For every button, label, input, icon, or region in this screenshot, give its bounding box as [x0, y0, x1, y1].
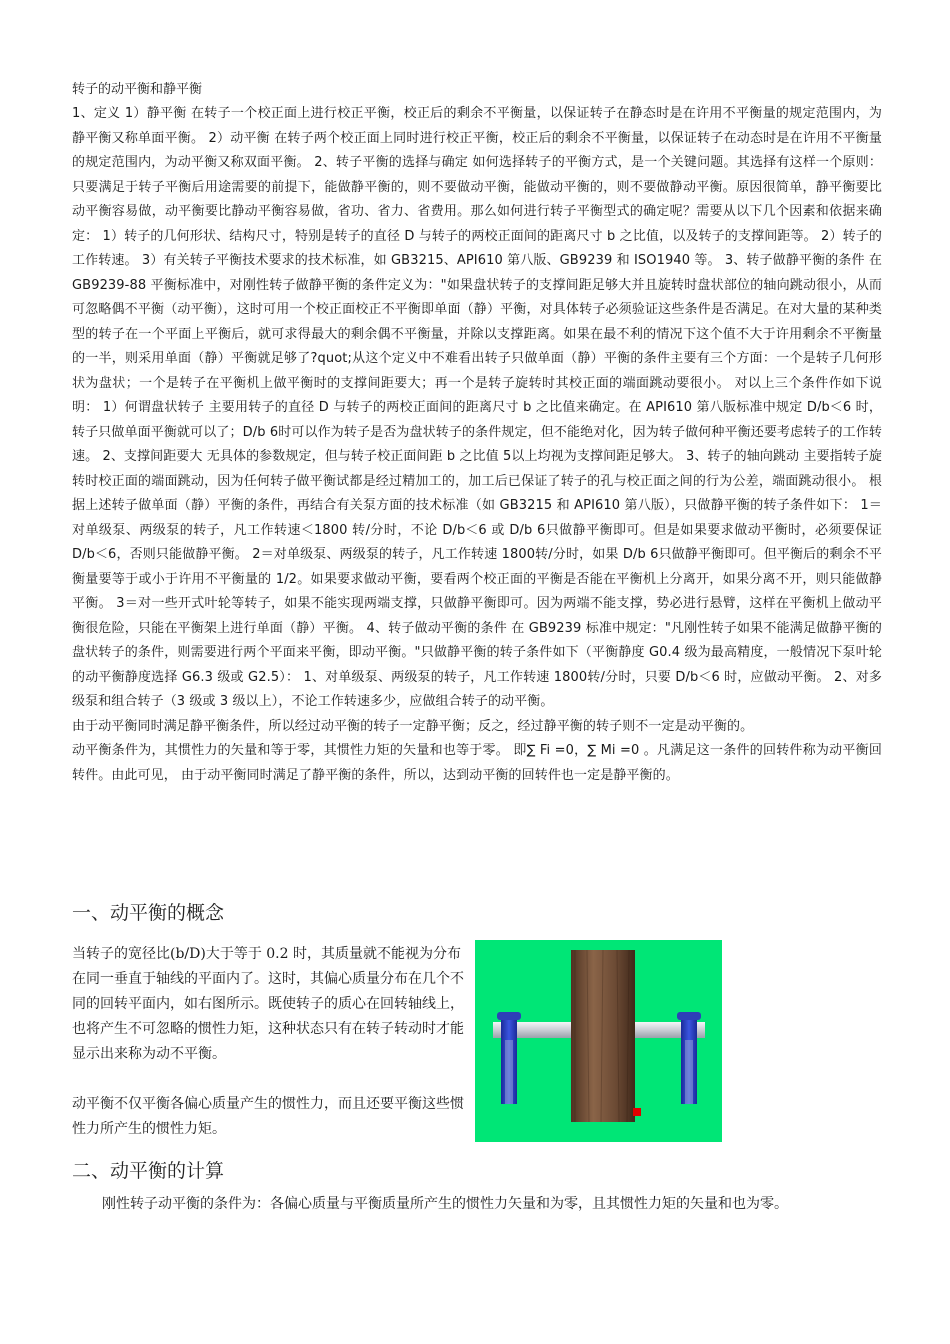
section1-heading: 一、动平衡的概念 [72, 902, 225, 924]
imbalance-marker [633, 1108, 641, 1116]
rotor-figure [475, 940, 722, 1142]
document-body [72, 78, 882, 788]
section2-heading: 二、动平衡的计算 [72, 1160, 225, 1182]
section1-paragraph-1: 当转子的宽径比(b/D)大于等于 0.2 时，其质量就不能视为分布在同一垂直于轴线的平面内了。这时，其偏心质量分布在几个不同的回转平面内，如右图所示。既使转子的质心在回转轴线上，也将产生不可忽略的惯性力矩，这种状态只有在转子转动时才能显示出来称为动不平衡。 [72, 946, 464, 1062]
body-paragraph-summary: 由于动平衡同时满足静平衡条件，所以经过动平衡的转子一定静平衡；反之，经过静平衡的转子则不一定是动平衡的。 [72, 718, 754, 734]
section2-text: 刚性转子动平衡的条件为：各偏心质量与平衡质量所产生的惯性力矢量和为零，且其惯性力矩的矢量和也为零。 [102, 1196, 788, 1212]
body-paragraph-main: 1、定义 1）静平衡 在转子一个校正面上进行校正平衡，校正后的剩余不平衡量，以保证转子在静态时是在许用不平衡量的规定范围内，为静平衡又称单面平衡。 2）动平衡 在转子两个校正面上同时进行校正平衡，校正后的剩余不平衡量，以保证转子在动态时是在许用不平衡量的规定范围内，为动平衡又称双面平衡。 2、转子平衡的选择与确定 如何选择转子的平衡方式，是一个关键问题。其选择有这样一个原则：只要满足于转子平衡后用途需要的前提下，能做静平衡的，则不要做动平衡，能做动平衡的，则不要做静动平衡。原因很简单，静平衡要比动平衡容易做，动平衡要比静动平衡容易做，省功、省力、省费用。那么如何进行转子平衡型式的确定呢？需要从以下几个因素和依据来确定： 1）转子的几何形状、结构尺寸，特别是转子的直径 D 与转子的两校正面间的距离尺寸 b 之比值，以及转子的支撑间距等。 2）转子的工作转速。 3）有关转子平衡技术要求的技术标准，如 GB3215、API610 第八版、GB9239 和 ISO1940 等。 3、转子做静平衡的条件 在 GB9239-88 平衡标准中，对刚性转子做静平衡的条件定义为："如果盘状转子的支撑间距足够大并且旋转时盘状部位的轴向跳动很小，从而可忽略偶不平衡（动平衡），这时可用一个校正面校正不平衡即单面（静）平衡，对具体转子必须验证这些条件是否满足。在对大量的某种类型的转子在一个平面上平衡后，就可求得最大的剩余偶不平衡量，并除以支撑距离。如果在最不利的情况下这个值不大于许用剩余不平衡量的一半，则采用单面（静）平衡就足够了?quot;从这个定义中不难看出转子只做单面（静）平衡的条件主要有三个方面：一个是转子几何形状为盘状；一个是转子在平衡机上做平衡时的支撑间距要大；再一个是转子旋转时其校正面的端面跳动要很小。 对以上三个条件作如下说明： 1）何谓盘状转子 主要用转子的直径 D 与转子的两校正面间的距离尺寸 b 之比值来确定。在 API610 第八版标准中规定 D/b＜6 时，转子只做单面平衡就可以了；D/b 6时可以作为转子是否为盘状转子的条件规定，但不能绝对化，因为转子做何种平衡还要考虑转子的工作转速。 2、支撑间距要大 无具体的参数规定，但与转子校正面间距 b 之比值 5以上均视为支撑间距足够大。 3、转子的轴向跳动 主要指转子旋转时校正面的端面跳动，因为任何转子做平衡试都是经过精加工的，加工后已保证了转子的孔与校正面之间的行为公差，端面跳动很小。 根据上述转子做单面（静）平衡的条件，再结合有关泵方面的技术标准（如 GB3215 和 API610 第八版），只做静平衡的转子条件如下： 1＝对单级泵、两级泵的转子，凡工作转速＜1800 转/分时，不论 D/b＜6 或 D/b 6只做静平衡即可。但是如果要求做动平衡时，必须要保证 D/b＜6，否则只能做静平衡。 2＝对单级泵、两级泵的转子，凡工作转速 1800转/分时，如果 D/b 6只做静平衡即可。但平衡后的剩余不平衡量要等于或小于许用不平衡量的 1/2。如果要求做动平衡，要看两个校正面的平衡是否能在平衡机上分离开，如果分离不开，则只能做静平衡。 3＝对一些开式叶轮等转子，如果不能实现两端支撑，只做静平衡即可。因为两端不能支撑，势必进行悬臂，这样在平衡机上做动平衡很危险，只能在平衡架上进行单面（静）平衡。 4、转子做动平衡的条件 在 GB9239 标准中规定："凡刚性转子如果不能满足做静平衡的盘状转子的条件，则需要进行两个平面来平衡，即动平衡。"只做静平衡的转子条件如下（平衡静度 G0.4 级为最高精度，一般情况下泵叶轮的动平衡静度选择 G6.3 级或 G2.5）： 1、对单级泵、两级泵的转子，凡工作转速 1800转/分时，只要 D/b＜6 时，应做动平衡。 2、对多级泵和组合转子（3 级或 3 级以上），不论工作转速多少，应做组合转子的动平衡。 [72, 106, 882, 709]
document-title: 转子的动平衡和静平衡 [72, 82, 203, 97]
body-paragraph-condition: 动平衡条件为，其惯性力的矢量和等于零，其惯性力矩的矢量和也等于零。 即∑ Fi =0，∑ Mi =0 。凡满足这一条件的回转件称为动平衡回转件。由此可见， 由于动平衡同时满足了静平衡的条件，所以，达到动平衡的回转件也一定是静平衡的。 [72, 743, 882, 783]
section1-paragraph-2: 动平衡不仅平衡各偏心质量产生的惯性力，而且还要平衡这些惯性力所产生的惯性力矩。 [72, 1096, 464, 1137]
rotor-illustration [475, 940, 722, 1142]
section1-text [72, 942, 472, 1167]
